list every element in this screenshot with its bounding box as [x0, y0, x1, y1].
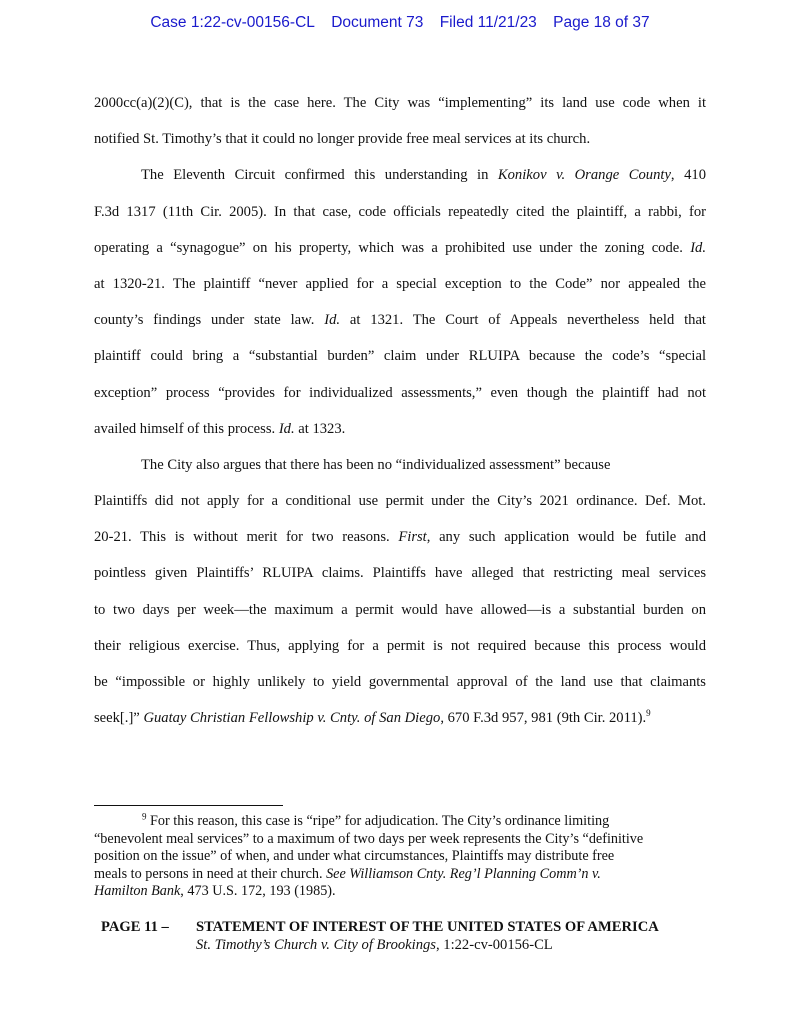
text-segment: plaintiff could bring a “substantial burden” claim under RLUIPA because the code’s “special [94, 348, 706, 365]
text-segment: seek[.]” [94, 710, 144, 727]
footnote-divider [94, 805, 283, 806]
text-line [94, 519, 706, 555]
text-segment: to two days per week—the maximum a permit would have allowed—is a substantial burden on [94, 601, 706, 618]
text-line [94, 302, 706, 338]
text-line [94, 700, 706, 736]
text-segment: exception” process “provides for individualized assessments,” even though the plaintiff had not [94, 384, 706, 401]
italic-citation: Id. [324, 312, 341, 329]
text-segment: The City also argues that there has been no “individualized assessment” because [141, 456, 611, 473]
footnote-line [94, 831, 706, 849]
text-segment: “benevolent meal services” to a maximum of two days per week represents the City’s “definitive [94, 830, 644, 847]
text-segment: their religious exercise. Thus, applying for a permit is not required because this process would [94, 637, 706, 654]
text-segment: Plaintiffs did not apply for a conditional use permit under the City’s 2021 ordinance. Def. Mot. [94, 493, 706, 510]
text-segment: at 1321. The Court of Appeals nevertheless held that [340, 312, 706, 329]
document-number: Document 73 [331, 14, 424, 31]
text-line [94, 375, 706, 411]
text-segment: position on the issue” of when, and under what circumstances, Plaintiffs may distribute free [94, 848, 615, 865]
italic-citation: Guatay Christian Fellowship v. Cnty. of San Diego [143, 710, 441, 727]
text-segment: operating a “synagogue” on his property, which was a prohibited use under the zoning code. [94, 239, 691, 256]
text-segment: notified St. Timothy’s that it could no longer provide free meal services at its church. [94, 131, 591, 148]
footer-page-label: PAGE 11 – [101, 919, 169, 935]
text-line [94, 121, 706, 157]
text-line [94, 266, 706, 302]
text-segment: county’s findings under state law. [94, 312, 325, 329]
text-segment: , 670 F.3d 957, 981 (9th Cir. 2011). [440, 710, 647, 727]
text-segment: 20-21. This is without merit for two reasons. [94, 529, 399, 546]
footnote-line [94, 813, 706, 831]
text-line [94, 230, 706, 266]
text-segment: be “impossible or highly unlikely to yield governmental approval of the land use that claimants [94, 674, 706, 690]
text-line [94, 664, 706, 700]
footer-title: STATEMENT OF INTEREST OF THE UNITED STATES OF AMERICA [196, 919, 659, 935]
footnote-marker: 9 [142, 811, 147, 822]
italic-citation: See Williamson Cnty. Reg’l Planning Comm’n v. [326, 865, 601, 882]
text-segment: F.3d 1317 (11th Cir. 2005). In that case, code officials repeatedly cited the plaintiff, a rabbi, for [94, 203, 706, 220]
text-segment: For this reason, this case is “ripe” for adjudication. The City’s ordinance limiting [146, 813, 610, 829]
italic-citation: First [398, 529, 427, 546]
text-line [94, 628, 706, 664]
footnote-line [94, 848, 706, 866]
case-number: Case 1:22-cv-00156-CL [150, 14, 315, 31]
text-line [94, 592, 706, 628]
footnote-line [94, 866, 706, 884]
text-segment: availed himself of this process. [94, 420, 279, 437]
text-segment: meals to persons in need at their church. [94, 865, 327, 882]
text-line [94, 447, 706, 483]
text-line [94, 483, 706, 519]
page-indicator: Page 18 of 37 [553, 14, 650, 31]
case-header [0, 14, 800, 32]
text-line [94, 411, 706, 447]
text-line [94, 194, 706, 230]
text-segment: pointless given Plaintiffs’ RLUIPA claims. Plaintiffs have alleged that restricting meal services [94, 565, 706, 582]
text-segment: 2000cc(a)(2)(C), that is the case here. The City was “implementing” its land use code when it [94, 95, 706, 111]
footnote-marker: 9 [646, 708, 651, 719]
text-segment: at 1320-21. The plaintiff “never applied for a special exception to the Code” nor appealed the [94, 275, 706, 292]
italic-citation: Id. [278, 420, 295, 437]
text-segment: , any such application would be futile and [426, 529, 706, 546]
text-segment: , 410 [670, 167, 706, 184]
page-footer [101, 918, 711, 954]
footer-caption [196, 936, 553, 954]
italic-citation: Hamilton Bank [94, 883, 181, 900]
body-text [94, 85, 706, 736]
text-segment: , 473 U.S. 172, 193 (1985). [180, 883, 336, 900]
text-line [94, 555, 706, 591]
filed-date: Filed 11/21/23 [439, 14, 537, 31]
footer-case-name: St. Timothy’s Church v. City of Brookings [196, 937, 436, 953]
italic-citation: Konikov v. Orange County [497, 167, 671, 184]
text-segment: at 1323. [294, 420, 346, 437]
footer-case-number: , 1:22-cv-00156-CL [435, 937, 553, 953]
italic-citation: Id. [690, 239, 706, 256]
footnote [94, 813, 706, 901]
text-segment: The Eleventh Circuit confirmed this understanding in [141, 167, 498, 184]
text-line [94, 338, 706, 374]
text-line [94, 85, 706, 121]
footnote-line [94, 883, 706, 901]
text-line [94, 157, 706, 193]
